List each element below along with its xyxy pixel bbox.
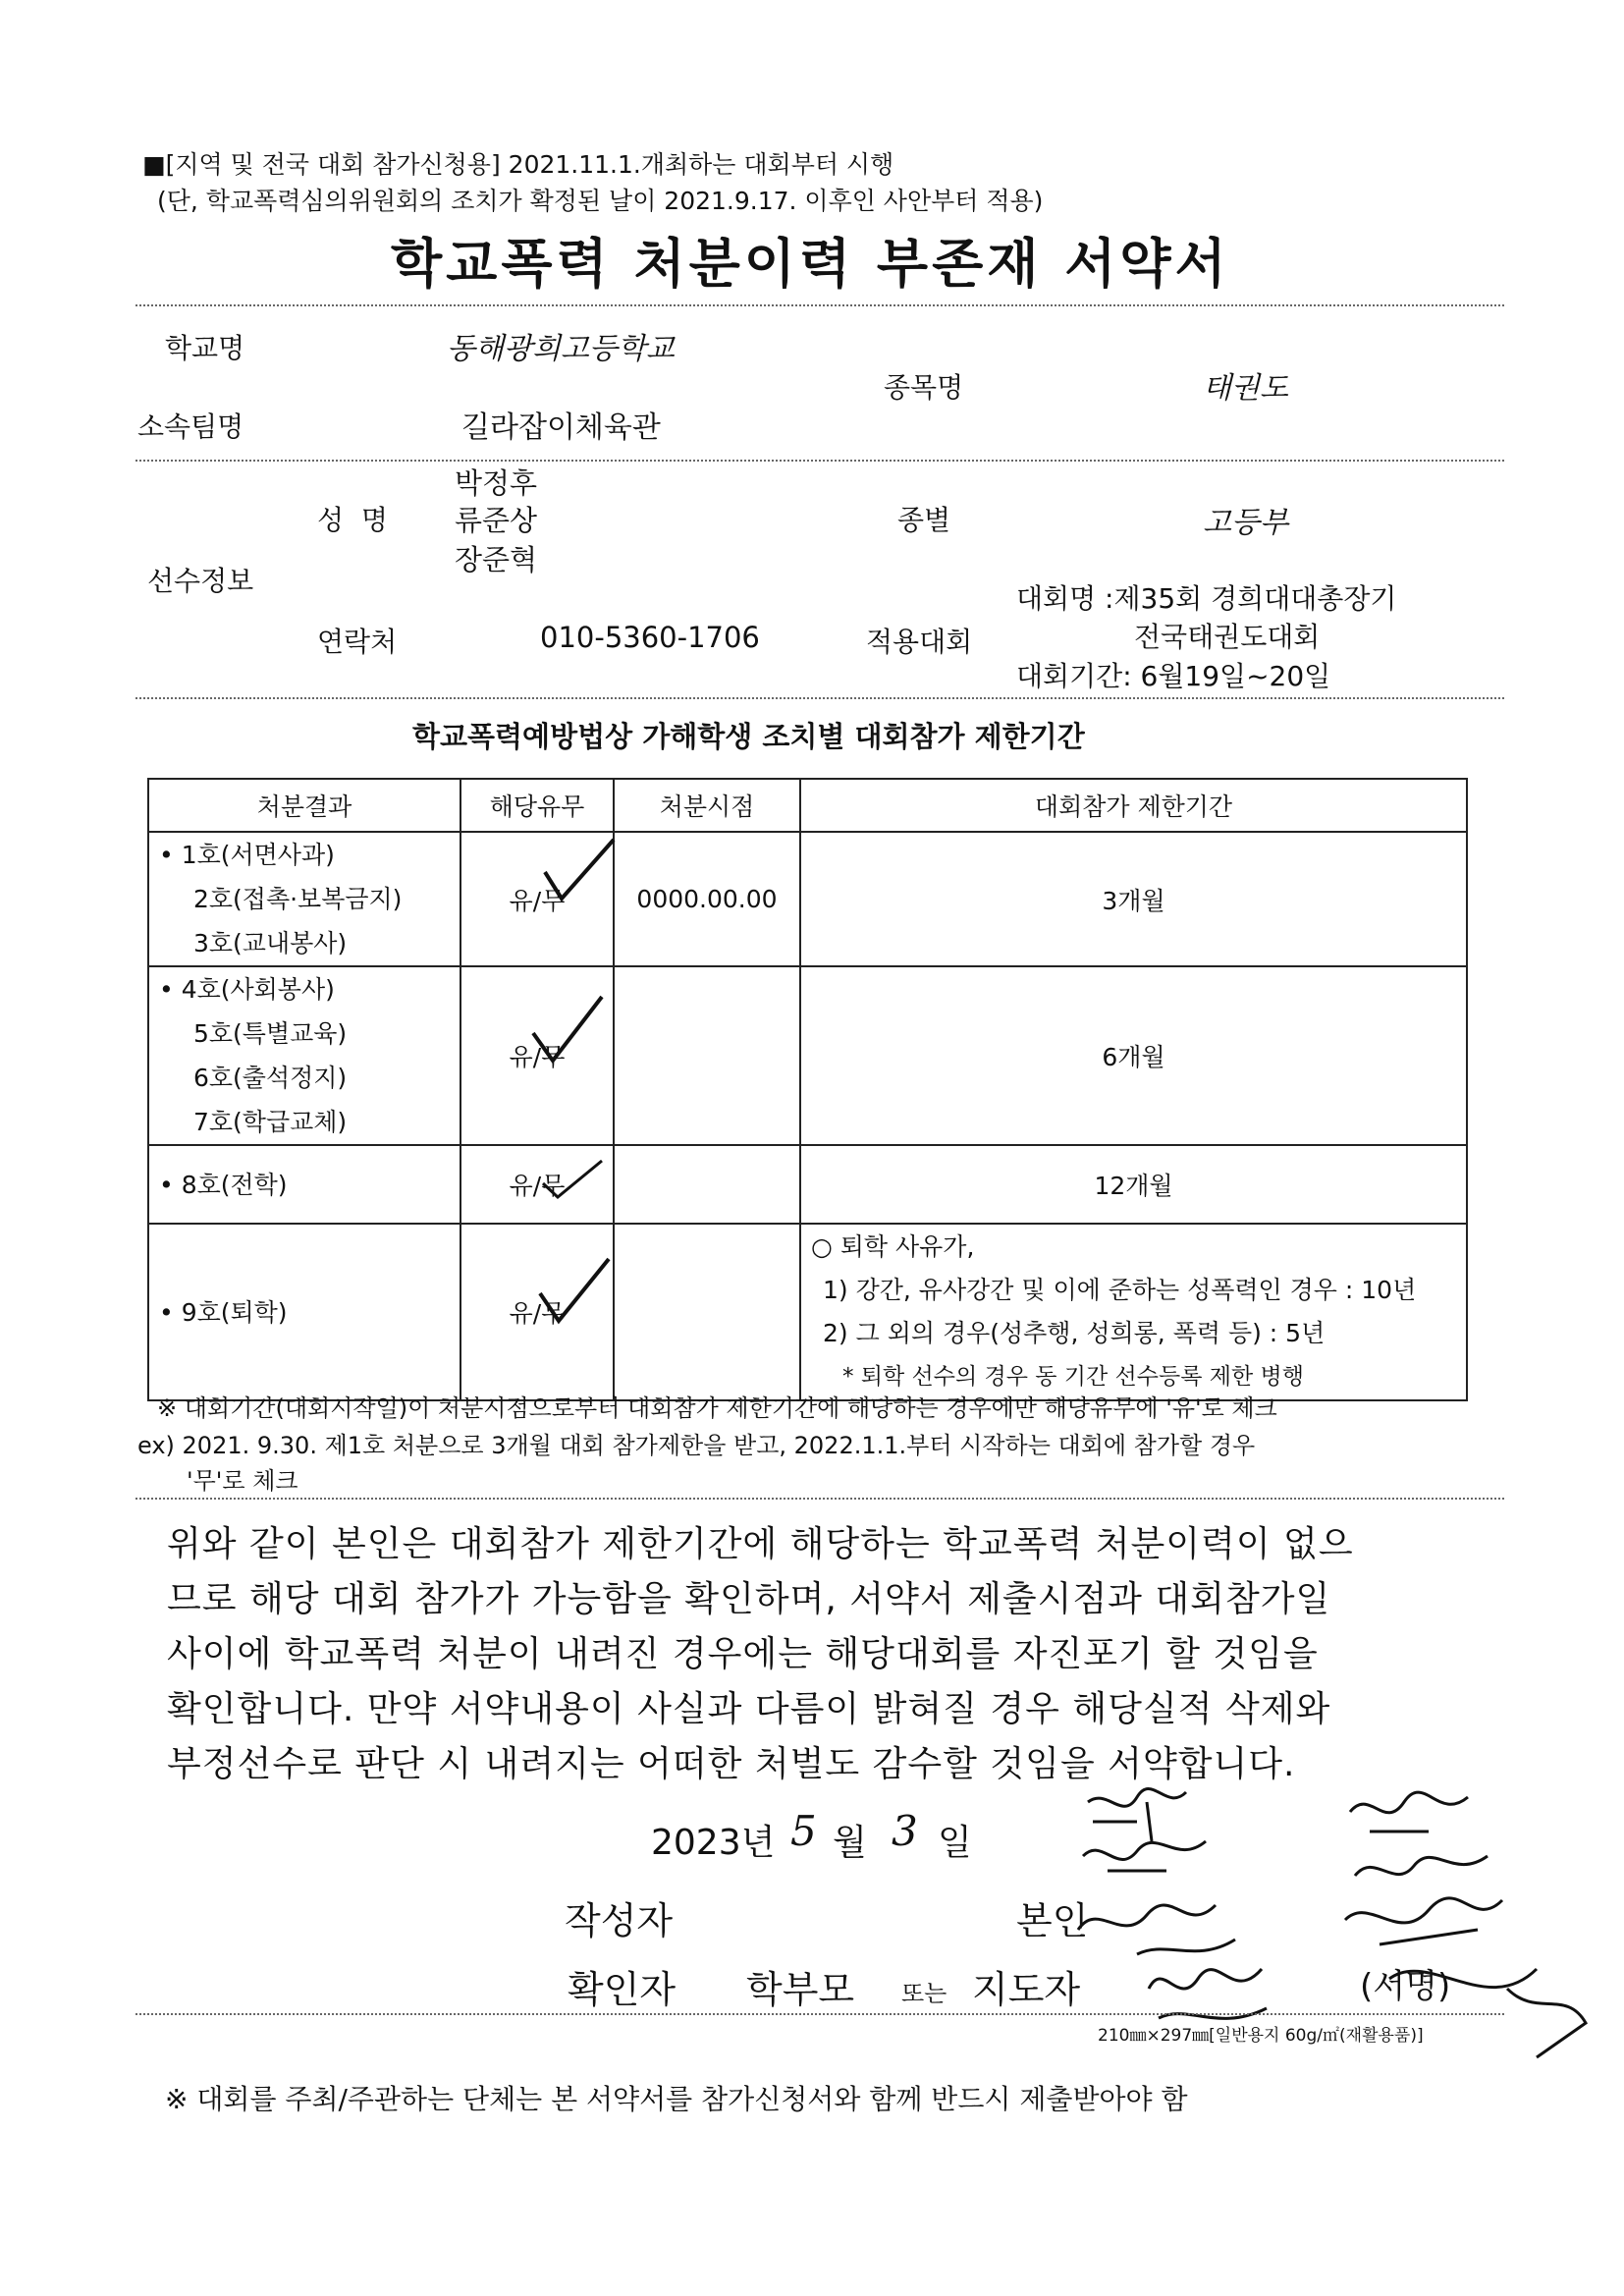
pledge-line: 부정선수로 판단 시 내려지는 어떠한 처벌도 감수할 것임을 서약합니다. bbox=[167, 1744, 1296, 1784]
category-value: 고등부 bbox=[1203, 506, 1288, 540]
divider bbox=[135, 2013, 1504, 2015]
date-day-value: 3 bbox=[892, 1807, 918, 1855]
measure-item: 2호(접촉·보복금지) bbox=[193, 885, 403, 913]
competition-name-1: 대회명 :제35회 경희대대총장기 bbox=[1016, 582, 1397, 615]
pledge-line: 확인합니다. 만약 서약내용이 사실과 다름이 밝혀질 경우 해당실적 삭제와 bbox=[167, 1689, 1331, 1729]
athlete-name-3: 장준혁 bbox=[455, 543, 538, 576]
header-measure: 처분결과 bbox=[148, 779, 460, 832]
sport-label: 종목명 bbox=[884, 371, 964, 404]
table-row bbox=[148, 966, 1467, 1145]
team-value: 길라잡이체육관 bbox=[461, 410, 661, 445]
pledge-line: 사이에 학교폭력 처분이 내려진 경우에는 해당대회를 자진포기 할 것임을 bbox=[167, 1634, 1319, 1674]
writer-label: 작성자 bbox=[565, 1899, 674, 1942]
seal-label: (서명) bbox=[1360, 1967, 1451, 2006]
date-year: 2023년 bbox=[651, 1823, 776, 1863]
athlete-info-label: 선수정보 bbox=[147, 565, 254, 597]
paper-spec: 210㎜×297㎜[일반용지 60g/㎡(재활용품)] bbox=[1098, 2026, 1424, 2046]
table-row bbox=[148, 1224, 1467, 1400]
measure-item: 7호(학급교체) bbox=[193, 1108, 348, 1136]
divider bbox=[135, 697, 1504, 699]
measure-item: • 8호(전학) bbox=[159, 1170, 288, 1199]
competition-period: 대회기간: 6월19일~20일 bbox=[1016, 660, 1331, 692]
measure-item: • 1호(서면사과) bbox=[159, 841, 335, 869]
competition-name-2: 전국태권도대회 bbox=[1134, 621, 1321, 653]
parent-label: 학부모 bbox=[746, 1968, 855, 2011]
yes-no-option: 유/무 bbox=[509, 886, 566, 915]
measure-cell bbox=[148, 966, 460, 1145]
yes-no-option: 유/무 bbox=[509, 1172, 566, 1200]
yes-no-option: 유/무 bbox=[509, 1043, 566, 1071]
measure-item: • 4호(사회봉사) bbox=[159, 975, 335, 1004]
reason-line: 1) 강간, 유사강간 및 이에 준하는 성폭력인 경우 : 10년 bbox=[823, 1276, 1417, 1304]
coach-label: 지도자 bbox=[972, 1968, 1081, 2011]
measure-item: • 9호(퇴학) bbox=[159, 1297, 288, 1327]
header-period: 대회참가 제한기간 bbox=[800, 779, 1467, 832]
divider bbox=[135, 460, 1504, 462]
applicable-cell bbox=[460, 966, 614, 1145]
team-label: 소속팀명 bbox=[137, 410, 244, 443]
or-label: 또는 bbox=[901, 1980, 947, 2007]
self-label: 본인 bbox=[1016, 1899, 1089, 1942]
date-day-label: 일 bbox=[938, 1823, 972, 1863]
note-line: ※ 대회기간(대회시작일)이 처분시점으로부터 대회참가 제한기간에 해당하는 경우에만 해당유무에 '유'로 체크 bbox=[157, 1394, 1277, 1422]
date-cell bbox=[614, 1224, 800, 1400]
period-cell: 12개월 bbox=[800, 1145, 1467, 1224]
applicable-cell bbox=[460, 1145, 614, 1224]
notice-line-2: (단, 학교폭력심의위원회의 조치가 확정된 날이 2021.9.17. 이후인 사안부터 적용) bbox=[157, 187, 1044, 215]
check-mark-icon bbox=[540, 838, 619, 906]
measure-cell bbox=[148, 1224, 460, 1400]
measure-item: 6호(출석정지) bbox=[193, 1064, 348, 1092]
name-label: 성 명 bbox=[317, 504, 388, 536]
header-date: 처분시점 bbox=[614, 779, 800, 832]
pledge-text bbox=[167, 1517, 1473, 1792]
school-label: 학교명 bbox=[165, 332, 245, 364]
document-title: 학교폭력 처분이력 부존재 서약서 bbox=[391, 233, 1230, 295]
divider bbox=[135, 304, 1504, 306]
handwritten-signature bbox=[1078, 1782, 1255, 1969]
applied-competition-label: 적용대회 bbox=[866, 626, 973, 658]
contact-value: 010-5360-1706 bbox=[540, 621, 760, 654]
athlete-name-1: 박정후 bbox=[455, 466, 538, 500]
school-value: 동해광희고등학교 bbox=[447, 332, 675, 366]
date-month-label: 월 bbox=[833, 1823, 867, 1863]
check-mark-icon bbox=[528, 992, 607, 1070]
yes-no-option: 유/무 bbox=[509, 1299, 566, 1328]
table-row bbox=[148, 832, 1467, 966]
date-cell: 0000.00.00 bbox=[614, 832, 800, 966]
check-mark-icon bbox=[538, 1156, 607, 1205]
measure-item: 3호(교내봉사) bbox=[193, 929, 348, 957]
category-label: 종별 bbox=[897, 504, 951, 536]
contact-label: 연락처 bbox=[317, 626, 398, 658]
divider bbox=[135, 1498, 1504, 1500]
handwritten-signature bbox=[1370, 1949, 1596, 2067]
pledge-line: 므로 해당 대회 참가가 가능함을 확인하며, 서약서 제출시점과 대회참가일 bbox=[167, 1579, 1331, 1619]
reason-line: 2) 그 외의 경우(성추행, 성희롱, 폭력 등) : 5년 bbox=[823, 1319, 1326, 1347]
pledge-line: 위와 같이 본인은 대회참가 제한기간에 해당하는 학교폭력 처분이력이 없으 bbox=[167, 1524, 1354, 1564]
measure-item: 5호(특별교육) bbox=[193, 1019, 348, 1048]
table-row bbox=[148, 1145, 1467, 1224]
table-header-row bbox=[148, 779, 1467, 832]
confirmer-label: 확인자 bbox=[568, 1968, 677, 2011]
reason-line: * 퇴학 선수의 경우 동 기간 선수등록 제한 병행 bbox=[842, 1364, 1304, 1390]
sport-value: 태권도 bbox=[1203, 371, 1288, 406]
final-note: ※ 대회를 주최/주관하는 단체는 본 서약서를 참가신청서와 함께 반드시 제출받아야 함 bbox=[165, 2083, 1188, 2115]
check-mark-icon bbox=[535, 1254, 614, 1328]
period-cell: 3개월 bbox=[800, 832, 1467, 966]
table-caption: 학교폭력예방법상 가해학생 조치별 대회참가 제한기간 bbox=[412, 720, 1085, 753]
applicable-cell bbox=[460, 1224, 614, 1400]
expulsion-reasons-cell bbox=[800, 1224, 1467, 1400]
measure-cell bbox=[148, 832, 460, 966]
example-line-2: '무'로 체크 bbox=[187, 1467, 298, 1495]
restriction-table bbox=[147, 778, 1468, 1401]
reason-line: ○ 퇴학 사유가, bbox=[811, 1232, 975, 1261]
date-cell bbox=[614, 1145, 800, 1224]
period-cell: 6개월 bbox=[800, 966, 1467, 1145]
athlete-name-2: 류준상 bbox=[455, 504, 538, 537]
date-cell bbox=[614, 966, 800, 1145]
date-month-value: 5 bbox=[790, 1807, 817, 1855]
measure-cell bbox=[148, 1145, 460, 1224]
notice-line-1: ■[지역 및 전국 대회 참가신청용] 2021.11.1.개최하는 대회부터 시행 bbox=[142, 150, 894, 179]
header-applicable: 해당유무 bbox=[460, 779, 614, 832]
example-line-1: ex) 2021. 9.30. 제1호 처분으로 3개월 대회 참가제한을 받고, 2022.1.1.부터 시작하는 대회에 참가할 경우 bbox=[137, 1432, 1256, 1459]
applicable-cell bbox=[460, 832, 614, 966]
